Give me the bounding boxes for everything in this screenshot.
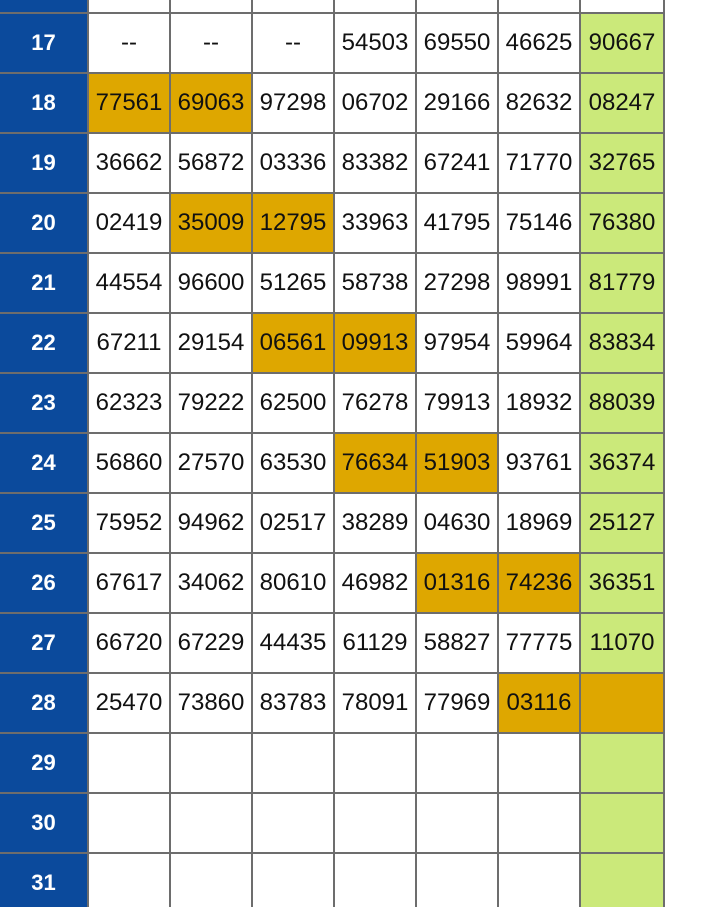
table-row [0,853,664,907]
number-cell [334,733,416,793]
result-number-cell: 83834 [580,313,664,373]
highlighted-number-cell: 77561 [88,73,170,133]
number-cell: 44554 [88,253,170,313]
row-number-cell: 23 [0,373,88,433]
table-row [0,253,664,313]
number-cell: 98991 [498,253,580,313]
result-number-cell: 88039 [580,373,664,433]
result-number-cell [580,853,664,907]
table-row [0,673,664,733]
number-cell [88,733,170,793]
number-cell: 61129 [334,613,416,673]
number-cell: 29154 [170,313,252,373]
number-cell [416,733,498,793]
table-row [0,13,664,73]
number-cell: 82632 [498,73,580,133]
number-cell [334,793,416,853]
number-cell [170,733,252,793]
result-number-cell: 36351 [580,553,664,613]
number-cell: 25470 [88,673,170,733]
row-number-cell: 20 [0,193,88,253]
number-cell: 75146 [498,193,580,253]
table-row [0,433,664,493]
number-cell: 77969 [416,673,498,733]
number-cell: 18969 [498,493,580,553]
number-cell: 18932 [498,373,580,433]
highlighted-number-cell: 06561 [252,313,334,373]
number-cell: 79222 [170,373,252,433]
number-cell: 29166 [416,73,498,133]
number-cell: 34062 [170,553,252,613]
result-number-cell: 08247 [580,73,664,133]
row-number-cell: 30 [0,793,88,853]
number-cell: 56860 [88,433,170,493]
table-row [0,133,664,193]
row-number-cell: 17 [0,13,88,73]
number-cell: 77775 [498,613,580,673]
number-cell: 02419 [88,193,170,253]
number-cell: 04630 [416,493,498,553]
highlighted-number-cell: 03116 [498,673,580,733]
number-cell: 78091 [334,673,416,733]
row-number-cell: 28 [0,673,88,733]
result-number-cell: 81779 [580,253,664,313]
number-cell: 96600 [170,253,252,313]
result-number-cell: 90667 [580,13,664,73]
number-cell: 97298 [252,73,334,133]
number-cell [334,853,416,907]
number-cell [252,853,334,907]
number-cell: 71770 [498,133,580,193]
row-number-cell: 24 [0,433,88,493]
number-cell: 63530 [252,433,334,493]
number-cell: 66720 [88,613,170,673]
number-cell: 83783 [252,673,334,733]
number-cell [498,733,580,793]
number-cell [252,793,334,853]
number-cell [88,0,170,13]
row-number-cell: 29 [0,733,88,793]
table-row [0,313,664,373]
result-number-cell [580,793,664,853]
number-cell [252,0,334,13]
highlighted-number-cell: 51903 [416,433,498,493]
row-number-cell: 31 [0,853,88,907]
result-number-cell: 11070 [580,613,664,673]
number-cell: 80610 [252,553,334,613]
number-cell [416,793,498,853]
number-cell: 69550 [416,13,498,73]
result-number-cell: 32765 [580,133,664,193]
number-cell: 97954 [416,313,498,373]
number-cell: 06702 [334,73,416,133]
number-cell: 41795 [416,193,498,253]
number-cell [498,793,580,853]
result-number-cell: 36374 [580,433,664,493]
number-cell [252,733,334,793]
row-number-cell: 19 [0,133,88,193]
number-cell: 67229 [170,613,252,673]
highlighted-number-cell: 74236 [498,553,580,613]
table-row [0,613,664,673]
table-row [0,373,664,433]
row-number-cell: 25 [0,493,88,553]
number-cell [88,793,170,853]
result-number-cell: 76380 [580,193,664,253]
number-cell: 36662 [88,133,170,193]
result-number-cell: 25127 [580,493,664,553]
result-number-cell [580,733,664,793]
number-cell: 73860 [170,673,252,733]
number-cell: 27298 [416,253,498,313]
number-cell [170,853,252,907]
number-cell: 79913 [416,373,498,433]
number-cell [334,0,416,13]
highlighted-number-cell: 69063 [170,73,252,133]
table-row [0,793,664,853]
number-cell: 44435 [252,613,334,673]
number-cell: 67211 [88,313,170,373]
row-number-cell: 27 [0,613,88,673]
number-cell: 38289 [334,493,416,553]
partial-row [0,0,664,13]
number-cell: 27570 [170,433,252,493]
number-cell: 51265 [252,253,334,313]
number-cell: 62500 [252,373,334,433]
number-cell: 67241 [416,133,498,193]
number-cell [498,853,580,907]
number-cell: 76278 [334,373,416,433]
number-cell: 02517 [252,493,334,553]
number-cell: 62323 [88,373,170,433]
table-row [0,733,664,793]
row-number-cell: 21 [0,253,88,313]
result-number-cell [580,0,664,13]
row-number-cell: 18 [0,73,88,133]
number-cell: 93761 [498,433,580,493]
number-cell: -- [170,13,252,73]
highlighted-number-cell: 76634 [334,433,416,493]
table-row [0,73,664,133]
number-cell: 75952 [88,493,170,553]
number-cell: 46625 [498,13,580,73]
row-number-cell: 26 [0,553,88,613]
table-row [0,193,664,253]
number-cell: 03336 [252,133,334,193]
number-cell: 46982 [334,553,416,613]
row-number-cell: 22 [0,313,88,373]
number-cell: 54503 [334,13,416,73]
highlighted-number-cell: 01316 [416,553,498,613]
number-cell: -- [252,13,334,73]
number-cell: 94962 [170,493,252,553]
table-row [0,493,664,553]
number-cell: 33963 [334,193,416,253]
number-cell: 58827 [416,613,498,673]
number-cell [170,0,252,13]
row-number-cell [0,0,88,13]
number-cell [498,0,580,13]
number-cell: 59964 [498,313,580,373]
number-cell [416,853,498,907]
number-cell: 58738 [334,253,416,313]
highlighted-number-cell [580,673,664,733]
number-cell [170,793,252,853]
highlighted-number-cell: 09913 [334,313,416,373]
highlighted-number-cell: 12795 [252,193,334,253]
number-cell [416,0,498,13]
table-row [0,553,664,613]
highlighted-number-cell: 35009 [170,193,252,253]
number-cell: 83382 [334,133,416,193]
number-cell: 67617 [88,553,170,613]
number-cell: 56872 [170,133,252,193]
number-cell [88,853,170,907]
number-cell: -- [88,13,170,73]
